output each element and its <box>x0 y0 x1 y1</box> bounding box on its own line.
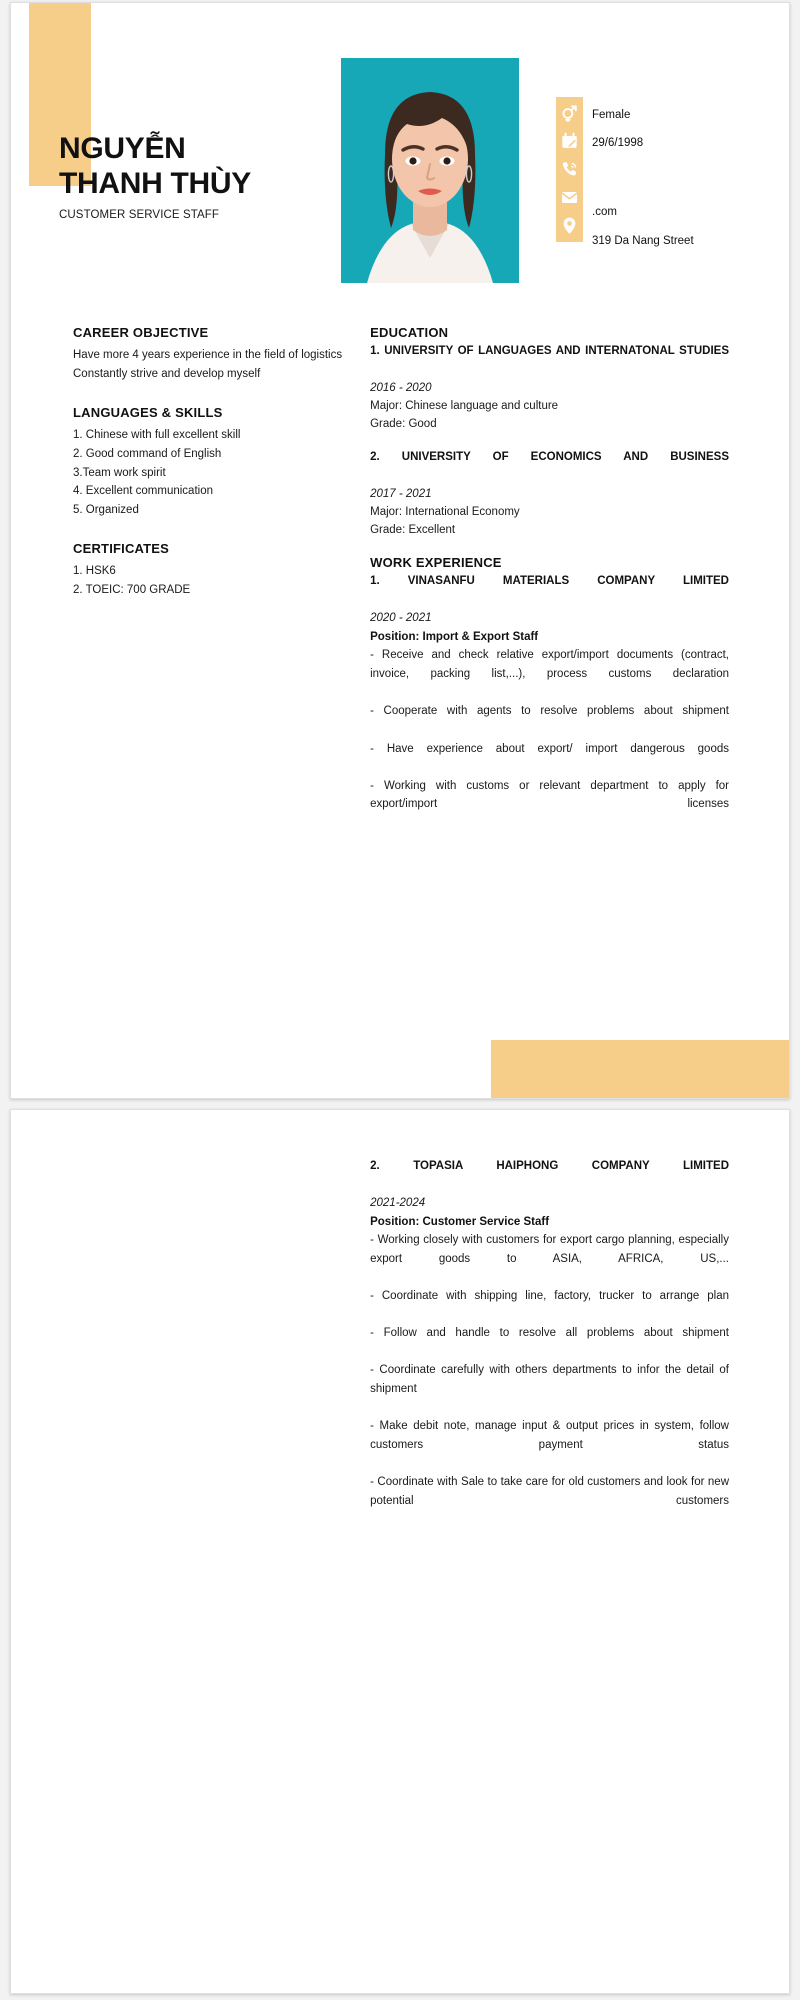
certificates-heading: CERTIFICATES <box>73 541 170 557</box>
resume-page-2 <box>10 1109 790 1994</box>
list-item: 1. HSK6 <box>73 565 116 578</box>
career-objective-heading: CAREER OBJECTIVE <box>73 325 209 340</box>
spacer <box>73 383 360 405</box>
page-1-bottom-accent-band <box>491 1040 789 1098</box>
education-entry <box>370 343 729 433</box>
contact-phone-value <box>592 157 694 185</box>
spacer <box>73 519 360 541</box>
education-entry <box>370 449 729 539</box>
full-name-line-2: THANH THÙY <box>59 167 251 201</box>
calendar-icon <box>560 132 579 151</box>
full-name-line-1: NGUYỄN <box>59 132 186 165</box>
work-bullet: - Receive and check relative export/import documents (contract, invoice, packing list,...), process customs declaration <box>370 649 729 681</box>
list-item: 2. Good command of English <box>73 447 222 460</box>
work-org: 1. VINASANFU MATERIALS COMPANY LIMITED <box>370 575 729 588</box>
education-major: Major: International Economy <box>370 506 520 519</box>
education-dates: 2017 - 2021 <box>370 487 432 500</box>
work-bullet: - Working closely with customers for export cargo planning, especially export goods to ASIA, AFRICA, US,... <box>370 1234 729 1265</box>
work-position: Position: Import & Export Staff <box>370 631 539 644</box>
work-dates: 2020 - 2021 <box>370 612 432 624</box>
page-2-columns <box>11 1158 789 1529</box>
resume-page-1 <box>10 2 790 1099</box>
contact-gender-value: Female <box>592 109 631 121</box>
work-bullet: - Coordinate with Sale to take care for old customers and look for new potential customers <box>370 1476 729 1507</box>
education-grade: Grade: Excellent <box>370 524 456 537</box>
list-item: 3.Team work spirit <box>73 466 166 479</box>
contact-values <box>592 97 694 255</box>
list-item: 2. TOEIC: 700 GRADE <box>73 584 191 596</box>
education-org: 1. UNIVERSITY OF LANGUAGES AND INTERNATONAL STUDIES <box>370 345 729 357</box>
contact-block <box>556 97 694 255</box>
left-column-page-2 <box>11 1158 370 1529</box>
work-bullet: - Make debit note, manage input & output prices in system, follow customers payment status <box>370 1420 729 1451</box>
languages-skills-heading: LANGUAGES & SKILLS <box>73 405 223 421</box>
location-icon <box>560 216 579 235</box>
languages-skills-list <box>73 426 360 519</box>
contact-icon-rail <box>556 97 583 242</box>
career-objective-line-2: Constantly strive and develop myself <box>73 367 261 380</box>
certificates-list <box>73 562 360 599</box>
spacer <box>370 539 729 555</box>
list-item: 5. Organized <box>73 503 139 516</box>
work-bullet: - Follow and handle to resolve all problems about shipment <box>370 1327 729 1340</box>
contact-email-value: .com <box>592 206 617 218</box>
work-bullet: - Have experience about export/ import dangerous goods <box>370 742 729 755</box>
spacer <box>370 433 729 449</box>
gender-icon <box>560 104 579 123</box>
education-major: Major: Chinese language and culture <box>370 399 559 412</box>
education-grade: Grade: Good <box>370 418 437 431</box>
contact-address-value: 319 Da Nang Street <box>592 235 694 247</box>
work-experience-entry <box>370 1158 729 1529</box>
education-heading: EDUCATION <box>370 325 449 340</box>
career-objective-line-1: Have more 4 years experience in the field of logistics <box>73 349 343 361</box>
contact-birthdate-value: 29/6/1998 <box>592 137 644 149</box>
right-column-page-2 <box>370 1158 789 1529</box>
resume-header <box>11 3 789 303</box>
work-bullet: - Coordinate carefully with others departments to infor the detail of shipment <box>370 1364 729 1396</box>
list-item: 4. Excellent communication <box>73 485 213 498</box>
work-org: 2. TOPASIA HAIPHONG COMPANY LIMITED <box>370 1160 729 1172</box>
right-column <box>370 325 789 833</box>
work-experience-heading: WORK EXPERIENCE <box>370 555 502 571</box>
work-experience-entry <box>370 573 729 832</box>
left-column <box>11 325 370 833</box>
envelope-icon <box>560 188 579 207</box>
job-title: CUSTOMER SERVICE STAFF <box>59 208 220 221</box>
profile-photo <box>341 58 519 283</box>
work-bullet: - Working with customs or relevant department to apply for export/import licenses <box>370 779 729 811</box>
work-bullet: - Cooperate with agents to resolve problems about shipment <box>370 705 729 718</box>
education-dates: 2016 - 2020 <box>370 381 432 394</box>
name-block <box>59 131 359 221</box>
list-item: 1. Chinese with full excellent skill <box>73 429 241 442</box>
resume-viewport <box>0 2 800 1994</box>
education-org: 2. UNIVERSITY OF ECONOMICS AND BUSINESS <box>370 451 729 464</box>
page-1-columns <box>11 325 789 833</box>
work-dates: 2021-2024 <box>370 1196 426 1209</box>
work-position: Position: Customer Service Staff <box>370 1215 550 1228</box>
work-bullet: - Coordinate with shipping line, factory, trucker to arrange plan <box>370 1289 729 1302</box>
phone-icon <box>560 160 579 179</box>
